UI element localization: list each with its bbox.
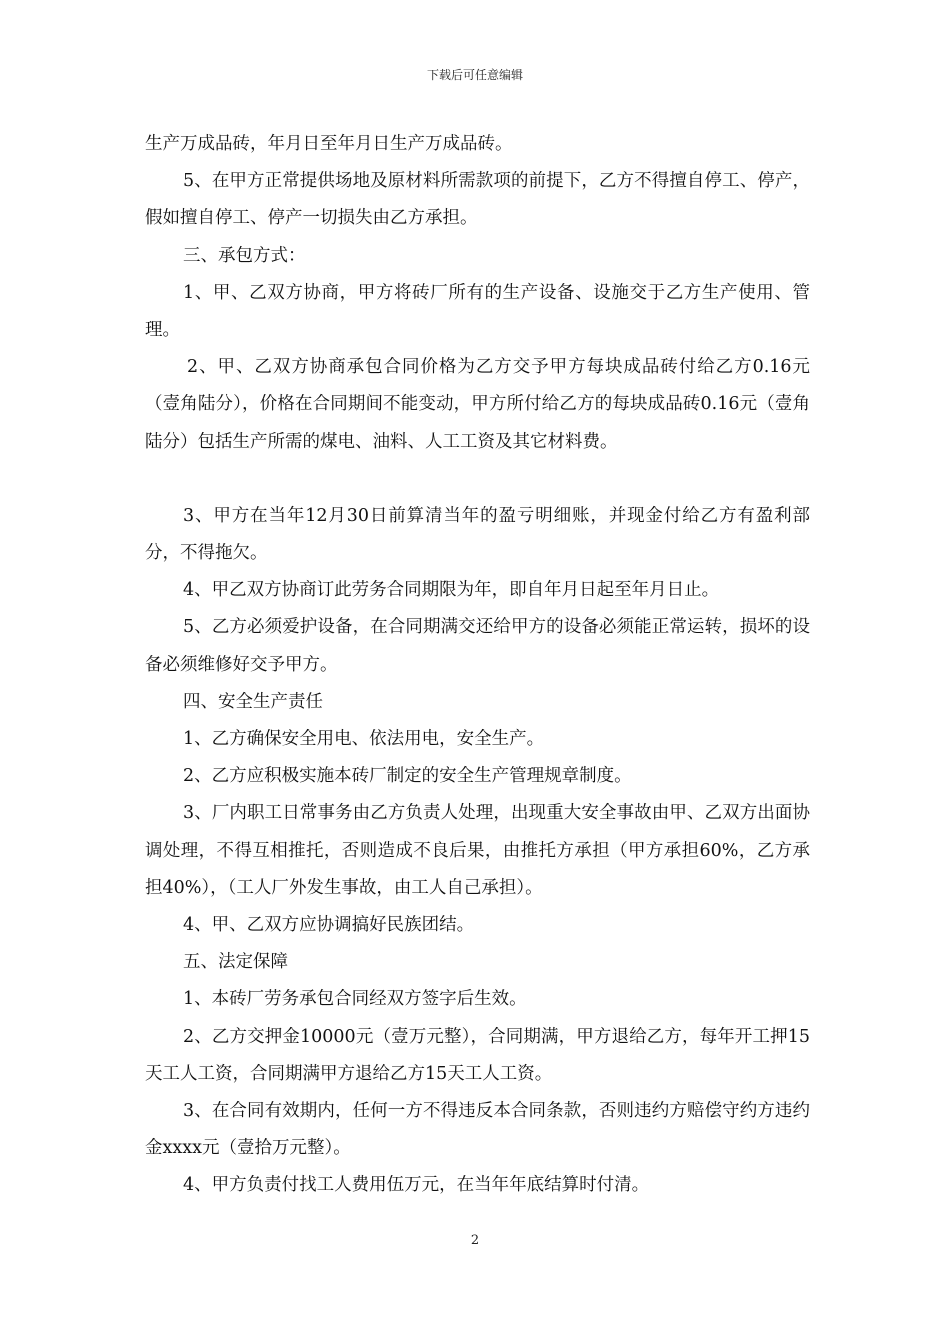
page-number: 2 xyxy=(470,1233,480,1248)
paragraph: 2、乙方交押金10000元（壹万元整），合同期满，甲方退给乙方，每年开工押15天工人工资，合同期满甲方退给乙方15天工人工资。 xyxy=(145,1026,810,1084)
paragraph: 2、甲、乙双方协商承包合同价格为乙方交予甲方每块成品砖付给乙方0.16元（壹角陆分），价格在合同期间不能变动，甲方所付给乙方的每块成品砖0.16元（壹角陆分）包括生产所需的煤电、油料、人工工资及其它材料费。 xyxy=(145,357,810,452)
paragraph: 5、乙方必须爱护设备，在合同期满交还给甲方的设备必须能正常运转，损坏的设备必须维修好交予甲方。 xyxy=(145,617,810,675)
blank-line xyxy=(145,461,810,498)
document-body xyxy=(145,126,810,1205)
paragraph: 4、甲乙双方协商订此劳务合同期限为年，即自年月日起至年月日止。 xyxy=(183,580,720,601)
paragraph: 4、甲方负责付找工人费用伍万元，在当年年底结算时付清。 xyxy=(183,1175,650,1196)
paragraph: 1、本砖厂劳务承包合同经双方签字后生效。 xyxy=(183,989,527,1010)
page-header: 下载后可任意编辑 xyxy=(426,68,523,82)
section-heading: 三、承包方式： xyxy=(183,245,306,266)
paragraph: 5、在甲方正常提供场地及原材料所需款项的前提下，乙方不得擅自停工、停产，假如擅自停工、停产一切损失由乙方承担。 xyxy=(145,171,810,229)
paragraph: 3、在合同有效期内，任何一方不得违反本合同条款，否则违约方赔偿守约方违约金xxxx元（壹拾万元整）。 xyxy=(145,1101,810,1159)
paragraph: 4、甲、乙双方应协调搞好民族团结。 xyxy=(183,915,475,936)
section-heading: 五、法定保障 xyxy=(183,952,288,973)
paragraph: 2、乙方应积极实施本砖厂制定的安全生产管理规章制度。 xyxy=(183,766,632,787)
section-heading: 四、安全生产责任 xyxy=(183,691,323,712)
paragraph: 生产万成品砖，年月日至年月日生产万成品砖。 xyxy=(145,134,513,154)
paragraph: 1、乙方确保安全用电、依法用电，安全生产。 xyxy=(183,729,545,750)
paragraph: 1、甲、乙双方协商，甲方将砖厂所有的生产设备、设施交于乙方生产使用、管理。 xyxy=(145,282,810,341)
paragraph: 3、厂内职工日常事务由乙方负责人处理，出现重大安全事故由甲、乙双方出面协调处理，不得互相推托，否则造成不良后果，由推托方承担（甲方承担60%，乙方承担40%），（工人厂外发生事故，由工人自己承担）。 xyxy=(145,803,810,898)
paragraph: 3、甲方在当年12月30日前算清当年的盈亏明细账，并现金付给乙方有盈利部分，不得拖欠。 xyxy=(145,505,810,564)
